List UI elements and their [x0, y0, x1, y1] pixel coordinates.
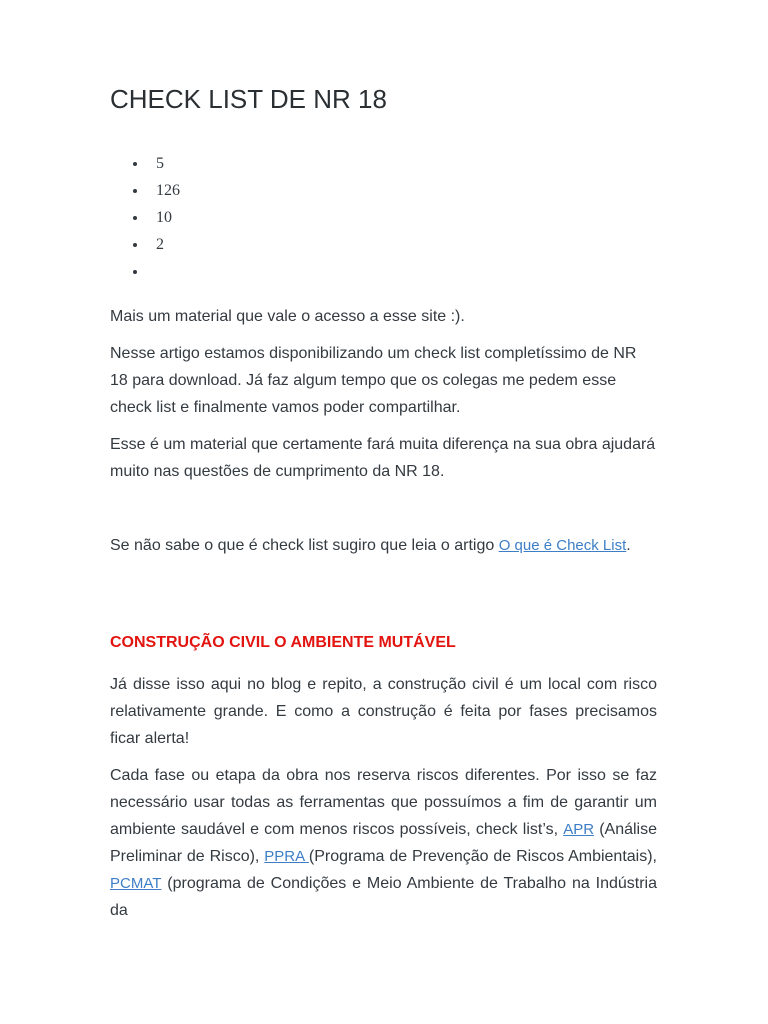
- paragraph-text: (Programa de Prevenção de Riscos Ambientais),: [308, 848, 657, 865]
- bullet-value: 126: [156, 182, 180, 199]
- intro-paragraph: Mais um material que vale o acesso a esse site :).: [110, 308, 465, 325]
- paragraph-checklist-link: [110, 532, 657, 559]
- bullet-value: 10: [156, 209, 172, 226]
- bullet-dot-icon: [133, 189, 137, 193]
- bullet-value: 2: [156, 236, 164, 253]
- paragraph-text: Cada fase ou etapa da obra nos reserva riscos diferentes. Por isso se faz necessário usar todas as ferramentas que possuímos a fim de garantir um ambiente saudável e com menos riscos possíveis, check list’s,: [110, 767, 657, 838]
- paragraph-text: Se não sabe o que é check list sugiro que leia o artigo: [110, 537, 499, 554]
- paragraph-text: (Análise Preliminar de Risco),: [110, 821, 658, 865]
- paragraph-tools: [110, 762, 657, 924]
- bullet-value: 5: [156, 155, 164, 172]
- paragraph-text: (programa de Condições e Meio Ambiente de Trabalho na Indústria da: [110, 875, 657, 919]
- bullet-dot-icon: [133, 216, 137, 220]
- paragraph-download: Nesse artigo estamos disponibilizando um check list completíssimo de NR 18 para download. Já faz algum tempo que os colegas me pedem esse check list e finalmente vamos poder compartilhar.: [110, 345, 637, 416]
- paragraph-material: Esse é um material que certamente fará muita diferença na sua obra ajudará muito nas questões de cumprimento da NR 18.: [110, 436, 656, 480]
- ppra-link[interactable]: PPRA: [264, 848, 309, 865]
- page-title: CHECK LIST DE NR 18: [110, 84, 387, 114]
- bullet-dot-icon: [133, 270, 137, 274]
- bullet-dot-icon: [133, 162, 137, 166]
- section-heading: CONSTRUÇÃO CIVIL O AMBIENTE MUTÁVEL: [110, 634, 456, 651]
- paragraph-end: .: [626, 537, 631, 554]
- bullet-dot-icon: [133, 243, 137, 247]
- pcmat-link[interactable]: PCMAT: [110, 875, 162, 892]
- apr-link[interactable]: APR: [563, 821, 595, 838]
- article-link[interactable]: O que é Check List: [498, 537, 627, 554]
- paragraph-risk: Já disse isso aqui no blog e repito, a construção civil é um local com risco relativamente grande. E como a construção é feita por fases precisamos ficar alerta!: [110, 676, 657, 747]
